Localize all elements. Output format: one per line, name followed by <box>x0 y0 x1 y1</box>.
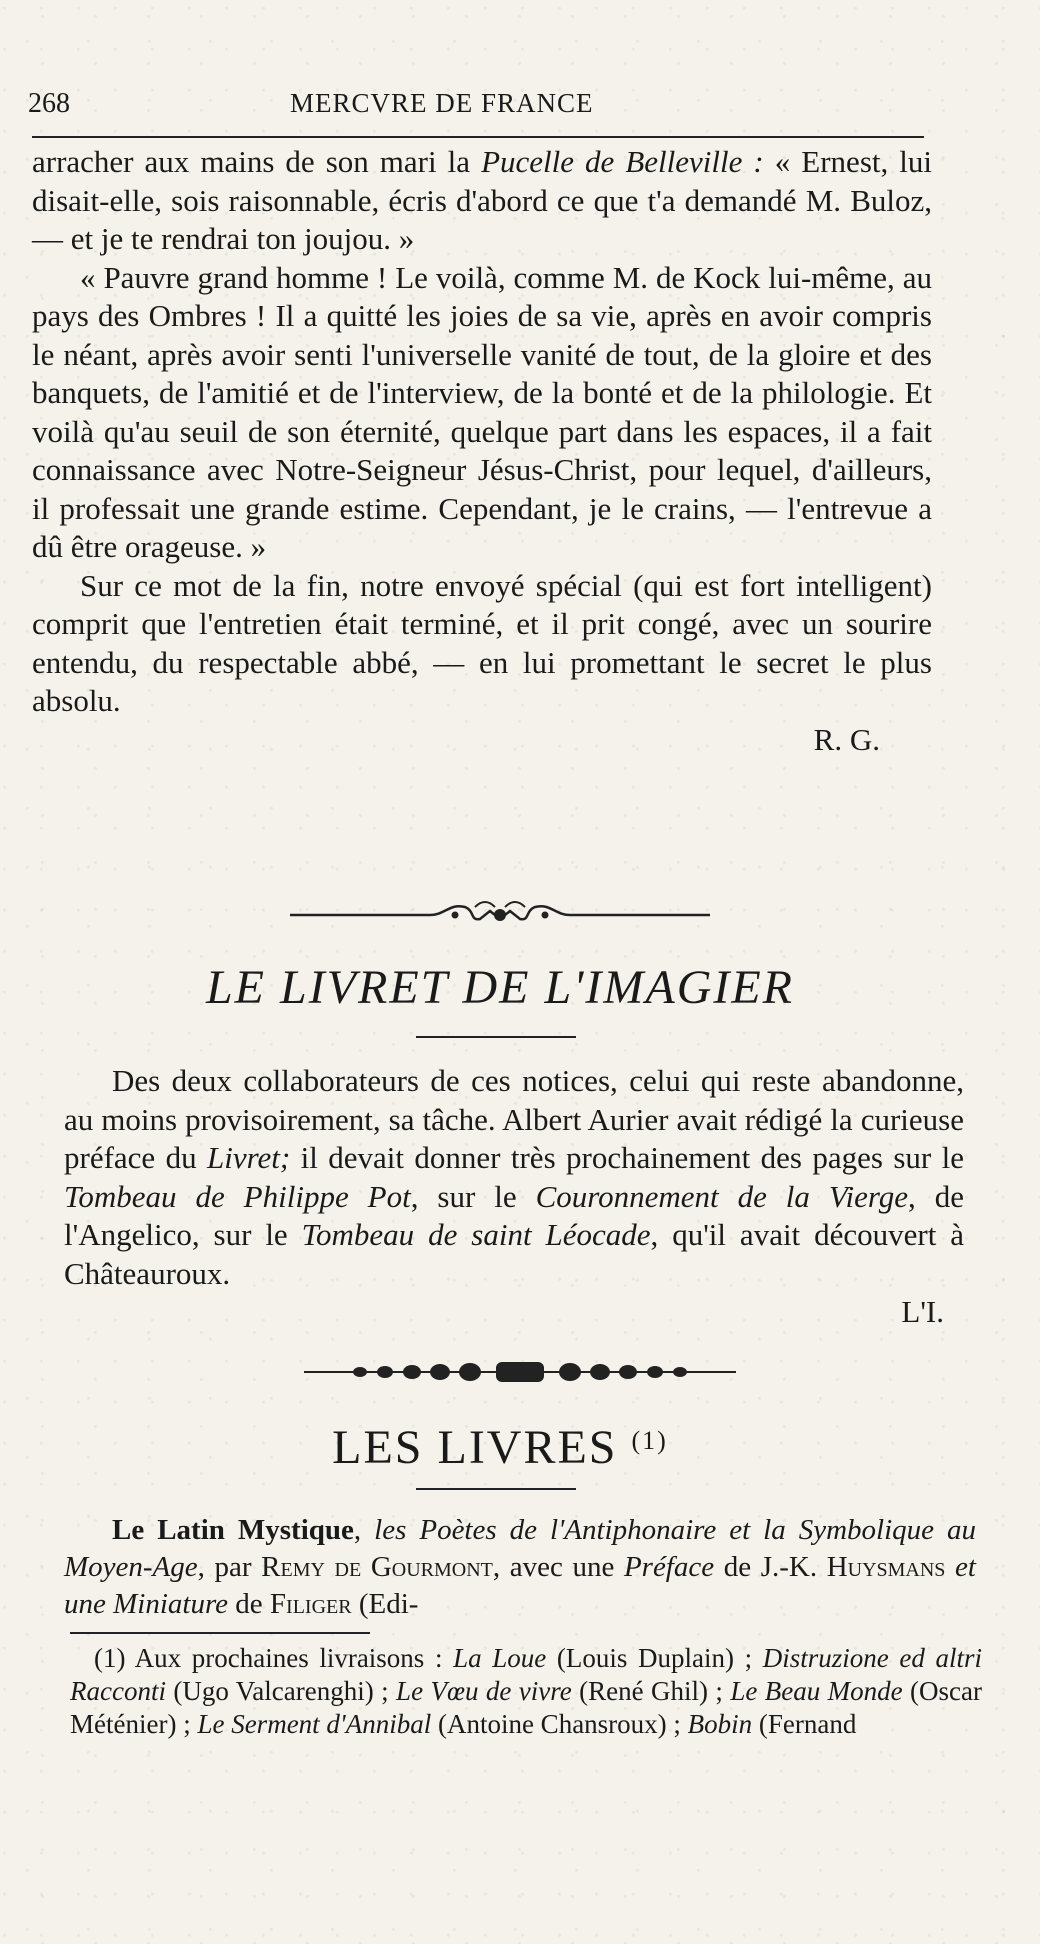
section-title-text: LES LIVRES <box>332 1421 618 1474</box>
text-run: (René Ghil) ; <box>571 1676 731 1706</box>
text-run: de <box>228 1588 270 1620</box>
italic-title: Tombeau de saint Léocade <box>301 1217 651 1252</box>
article-continuation <box>32 143 932 759</box>
text-run: , sur le <box>410 1178 536 1214</box>
section-title-livret: LE LIVRET DE L'IMAGIER <box>205 961 794 1014</box>
text-run: , <box>353 1514 375 1546</box>
text-run: de J.-K. <box>714 1551 827 1583</box>
author-name: Filiger <box>269 1588 352 1620</box>
text-run: « Ernest, lui disait-elle, sois raisonnable, écris d'abord ce que t'a demandé M. Buloz, — et je te rendrai ton joujou. » <box>32 144 933 256</box>
ornament-flourish <box>280 893 720 933</box>
running-head: MERCVRE DE FRANCE <box>290 88 594 118</box>
italic-title: Le Beau Monde <box>730 1676 903 1706</box>
text-run: (Louis Duplain) ; <box>546 1643 763 1673</box>
paragraph: « Pauvre grand homme ! Le voilà, comme M. de Kock lui-même, au pays des Ombres ! Il a quitté les joies de sa vie, après en avoir compris le néant, après avoir senti l'universelle vanité de tout, de la gloire et des banquets, de l'amitié et de l'interview, de la bonté et de la philologie. Et voilà qu'au seuil de son éternité, quelque part dans les espaces, il a fait connaissance avec Notre-Seigneur Jésus-Christ, pour lequel, d'ailleurs, il professait une grande estime. Cependant, je le crains, — l'entrevue a dû être orageuse. » <box>32 259 932 564</box>
footnote-reference: (1) <box>631 1426 668 1455</box>
paragraph <box>64 1062 964 1293</box>
italic-title: Le Serment d'Annibal <box>197 1709 432 1739</box>
signature: L'I. <box>901 1294 944 1329</box>
footnote-mark: (1) <box>94 1643 126 1673</box>
text-run: , avec une <box>492 1551 624 1583</box>
section-title-livres <box>0 1420 1000 1475</box>
book-entry <box>64 1512 976 1623</box>
italic-title: Distruzione ed altri Racconti <box>70 1643 982 1706</box>
italic-title: Livret; <box>206 1140 291 1175</box>
italic-title: La Loue <box>453 1643 547 1673</box>
italic-title: Pucelle de Belleville : <box>481 144 764 179</box>
author-name: Huysmans <box>826 1551 946 1583</box>
page-number: 268 <box>28 88 70 119</box>
italic-title: et une Miniature <box>64 1551 976 1620</box>
footnote-paragraph <box>70 1642 982 1741</box>
footnote <box>70 1642 982 1741</box>
italic-title: Couronnement de la Vierge <box>535 1178 909 1214</box>
italic-title: Tombeau de Philippe Pot <box>64 1178 411 1214</box>
title-rule <box>416 1488 576 1490</box>
signature: R. G. <box>813 721 880 757</box>
header-rule <box>32 136 924 138</box>
text-run: , qu'il avait découvert à Châteauroux. <box>64 1217 965 1291</box>
author-name: Remy de Gourmont <box>261 1551 493 1583</box>
paragraph: Sur ce mot de la fin, notre envoyé spécial (qui est fort intelligent) comprit que l'entretien était terminé, et il prit congé, avec un sourire entendu, du respectable abbé, — en lui promettant le secret le plus absolu. <box>32 567 932 718</box>
text-run: arracher aux mains de son mari la <box>32 144 482 179</box>
text-run: (Antoine Chansroux) ; <box>431 1709 688 1739</box>
text-run: (Ugo Valcarenghi) ; <box>165 1676 397 1706</box>
text-run: il devait donner très prochainement des pages sur le <box>290 1140 964 1175</box>
text-run: (Oscar Méténier) ; <box>70 1676 982 1739</box>
italic-title: Préface <box>623 1551 715 1583</box>
text-run: (Edi- <box>351 1588 419 1620</box>
page-header <box>28 88 928 128</box>
text-run: (Fernand <box>752 1709 857 1739</box>
text-run: Des deux collaborateurs de ces notices, celui qui reste abandonne, au moins provisoirement, sa tâche. Albert Aurier avait rédigé la curieuse préface du <box>64 1063 964 1175</box>
text-run: Aux prochaines livraisons : <box>125 1643 454 1673</box>
footnote-rule <box>70 1632 370 1634</box>
italic-title: Bobin <box>687 1709 753 1739</box>
text-run: , par <box>197 1551 262 1583</box>
book-title: Le Latin Mystique <box>112 1514 354 1546</box>
ornament-chain <box>300 1352 740 1392</box>
italic-title: les Poètes de l'Antiphonaire et la Symbolique au Moyen-Age <box>64 1514 976 1583</box>
title-rule <box>416 1036 576 1038</box>
text-run: , de l'Angelico, sur le <box>64 1178 964 1252</box>
italic-title: Le Vœu de vivre <box>396 1676 572 1706</box>
livret-text <box>64 1062 964 1332</box>
paragraph <box>64 1512 976 1623</box>
paragraph <box>32 143 932 259</box>
